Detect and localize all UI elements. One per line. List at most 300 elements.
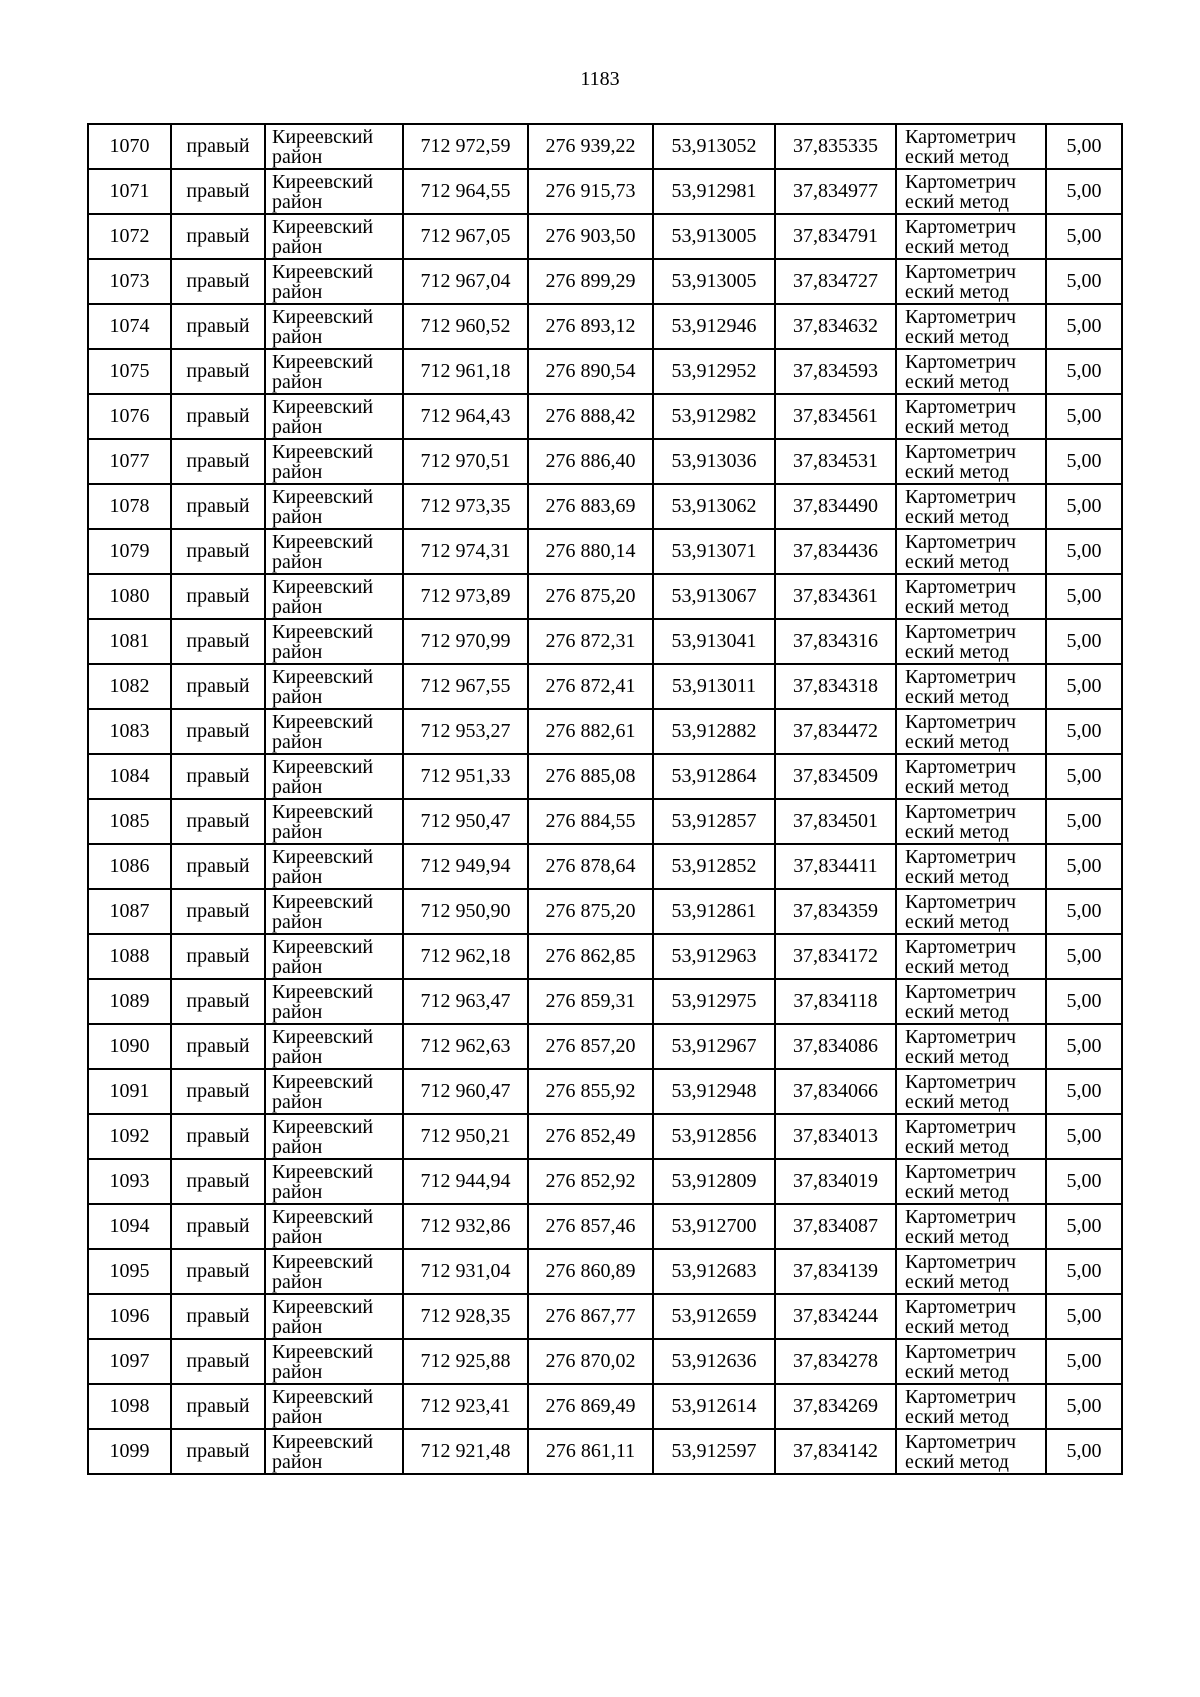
- longitude-cell: 37,834087: [775, 1204, 896, 1249]
- coord-x-cell: 712 967,55: [403, 664, 528, 709]
- latitude-cell: 53,912636: [653, 1339, 775, 1384]
- table-row: [88, 439, 1122, 484]
- bank-side-cell: правый: [171, 664, 265, 709]
- coord-x-cell: 712 973,89: [403, 574, 528, 619]
- method-cell: Картометрич еский метод: [896, 799, 1046, 844]
- district-cell: Киреевский район: [265, 349, 403, 394]
- coord-x-cell: 712 974,31: [403, 529, 528, 574]
- longitude-cell: 37,834139: [775, 1249, 896, 1294]
- point-number-cell: 1083: [88, 709, 171, 754]
- coord-y-cell: 276 859,31: [528, 979, 653, 1024]
- table-row: [88, 709, 1122, 754]
- coord-x-cell: 712 970,99: [403, 619, 528, 664]
- point-number-cell: 1086: [88, 844, 171, 889]
- bank-side-cell: правый: [171, 619, 265, 664]
- bank-side-cell: правый: [171, 304, 265, 349]
- table-row: [88, 484, 1122, 529]
- longitude-cell: 37,834269: [775, 1384, 896, 1429]
- table-row: [88, 979, 1122, 1024]
- accuracy-cell: 5,00: [1046, 754, 1122, 799]
- coord-x-cell: 712 932,86: [403, 1204, 528, 1249]
- coord-x-cell: 712 953,27: [403, 709, 528, 754]
- longitude-cell: 37,834791: [775, 214, 896, 259]
- latitude-cell: 53,912861: [653, 889, 775, 934]
- point-number-cell: 1082: [88, 664, 171, 709]
- table-row: [88, 619, 1122, 664]
- method-cell: Картометрич еский метод: [896, 259, 1046, 304]
- district-cell: Киреевский район: [265, 439, 403, 484]
- method-cell: Картометрич еский метод: [896, 124, 1046, 169]
- point-number-cell: 1095: [88, 1249, 171, 1294]
- longitude-cell: 37,834359: [775, 889, 896, 934]
- bank-side-cell: правый: [171, 124, 265, 169]
- method-cell: Картометрич еский метод: [896, 844, 1046, 889]
- coord-y-cell: 276 885,08: [528, 754, 653, 799]
- table-row: [88, 1114, 1122, 1159]
- bank-side-cell: правый: [171, 1069, 265, 1114]
- bank-side-cell: правый: [171, 259, 265, 304]
- method-cell: Картометрич еский метод: [896, 439, 1046, 484]
- district-cell: Киреевский район: [265, 214, 403, 259]
- latitude-cell: 53,912946: [653, 304, 775, 349]
- coord-x-cell: 712 951,33: [403, 754, 528, 799]
- accuracy-cell: 5,00: [1046, 169, 1122, 214]
- bank-side-cell: правый: [171, 1249, 265, 1294]
- latitude-cell: 53,912683: [653, 1249, 775, 1294]
- latitude-cell: 53,912856: [653, 1114, 775, 1159]
- table-row: [88, 394, 1122, 439]
- district-cell: Киреевский район: [265, 1024, 403, 1069]
- longitude-cell: 37,834561: [775, 394, 896, 439]
- coord-y-cell: 276 883,69: [528, 484, 653, 529]
- latitude-cell: 53,912882: [653, 709, 775, 754]
- method-cell: Картометрич еский метод: [896, 1384, 1046, 1429]
- accuracy-cell: 5,00: [1046, 439, 1122, 484]
- latitude-cell: 53,913052: [653, 124, 775, 169]
- bank-side-cell: правый: [171, 349, 265, 394]
- longitude-cell: 37,834501: [775, 799, 896, 844]
- coord-x-cell: 712 967,04: [403, 259, 528, 304]
- coord-y-cell: 276 852,49: [528, 1114, 653, 1159]
- accuracy-cell: 5,00: [1046, 214, 1122, 259]
- page-number: 1183: [580, 68, 620, 90]
- district-cell: Киреевский район: [265, 619, 403, 664]
- district-cell: Киреевский район: [265, 1429, 403, 1474]
- coord-x-cell: 712 928,35: [403, 1294, 528, 1339]
- bank-side-cell: правый: [171, 484, 265, 529]
- latitude-cell: 53,913062: [653, 484, 775, 529]
- coord-x-cell: 712 962,63: [403, 1024, 528, 1069]
- coord-y-cell: 276 939,22: [528, 124, 653, 169]
- table-row: [88, 529, 1122, 574]
- point-number-cell: 1073: [88, 259, 171, 304]
- table-row: [88, 934, 1122, 979]
- accuracy-cell: 5,00: [1046, 1204, 1122, 1249]
- method-cell: Картометрич еский метод: [896, 529, 1046, 574]
- point-number-cell: 1089: [88, 979, 171, 1024]
- coord-y-cell: 276 903,50: [528, 214, 653, 259]
- point-number-cell: 1094: [88, 1204, 171, 1249]
- district-cell: Киреевский район: [265, 574, 403, 619]
- latitude-cell: 53,912857: [653, 799, 775, 844]
- latitude-cell: 53,912809: [653, 1159, 775, 1204]
- longitude-cell: 37,834086: [775, 1024, 896, 1069]
- bank-side-cell: правый: [171, 169, 265, 214]
- table-row: [88, 1384, 1122, 1429]
- bank-side-cell: правый: [171, 1384, 265, 1429]
- coord-y-cell: 276 882,61: [528, 709, 653, 754]
- bank-side-cell: правый: [171, 529, 265, 574]
- coord-y-cell: 276 915,73: [528, 169, 653, 214]
- coord-y-cell: 276 861,11: [528, 1429, 653, 1474]
- table-row: [88, 889, 1122, 934]
- longitude-cell: 37,834118: [775, 979, 896, 1024]
- method-cell: Картометрич еский метод: [896, 484, 1046, 529]
- bank-side-cell: правый: [171, 394, 265, 439]
- coord-x-cell: 712 931,04: [403, 1249, 528, 1294]
- district-cell: Киреевский район: [265, 979, 403, 1024]
- coord-y-cell: 276 899,29: [528, 259, 653, 304]
- accuracy-cell: 5,00: [1046, 799, 1122, 844]
- point-number-cell: 1081: [88, 619, 171, 664]
- accuracy-cell: 5,00: [1046, 1159, 1122, 1204]
- longitude-cell: 37,834977: [775, 169, 896, 214]
- accuracy-cell: 5,00: [1046, 844, 1122, 889]
- latitude-cell: 53,913011: [653, 664, 775, 709]
- coord-y-cell: 276 893,12: [528, 304, 653, 349]
- table-row: [88, 349, 1122, 394]
- point-number-cell: 1092: [88, 1114, 171, 1159]
- district-cell: Киреевский район: [265, 304, 403, 349]
- point-number-cell: 1072: [88, 214, 171, 259]
- longitude-cell: 37,834318: [775, 664, 896, 709]
- method-cell: Картометрич еский метод: [896, 1294, 1046, 1339]
- method-cell: Картометрич еский метод: [896, 1114, 1046, 1159]
- bank-side-cell: правый: [171, 1339, 265, 1384]
- coord-y-cell: 276 880,14: [528, 529, 653, 574]
- bank-side-cell: правый: [171, 934, 265, 979]
- district-cell: Киреевский район: [265, 709, 403, 754]
- bank-side-cell: правый: [171, 1429, 265, 1474]
- district-cell: Киреевский район: [265, 844, 403, 889]
- district-cell: Киреевский район: [265, 1384, 403, 1429]
- accuracy-cell: 5,00: [1046, 664, 1122, 709]
- point-number-cell: 1071: [88, 169, 171, 214]
- coord-x-cell: 712 970,51: [403, 439, 528, 484]
- point-number-cell: 1077: [88, 439, 171, 484]
- point-number-cell: 1099: [88, 1429, 171, 1474]
- longitude-cell: 37,834632: [775, 304, 896, 349]
- longitude-cell: 37,834142: [775, 1429, 896, 1474]
- point-number-cell: 1075: [88, 349, 171, 394]
- point-number-cell: 1087: [88, 889, 171, 934]
- district-cell: Киреевский район: [265, 169, 403, 214]
- accuracy-cell: 5,00: [1046, 934, 1122, 979]
- longitude-cell: 37,834531: [775, 439, 896, 484]
- latitude-cell: 53,912948: [653, 1069, 775, 1114]
- coord-x-cell: 712 923,41: [403, 1384, 528, 1429]
- table-row: [88, 664, 1122, 709]
- method-cell: Картометрич еский метод: [896, 979, 1046, 1024]
- accuracy-cell: 5,00: [1046, 889, 1122, 934]
- table-body: [88, 124, 1122, 1474]
- method-cell: Картометрич еский метод: [896, 1069, 1046, 1114]
- bank-side-cell: правый: [171, 754, 265, 799]
- district-cell: Киреевский район: [265, 934, 403, 979]
- table-row: [88, 1204, 1122, 1249]
- coord-y-cell: 276 867,77: [528, 1294, 653, 1339]
- accuracy-cell: 5,00: [1046, 1069, 1122, 1114]
- latitude-cell: 53,912864: [653, 754, 775, 799]
- district-cell: Киреевский район: [265, 394, 403, 439]
- longitude-cell: 37,834727: [775, 259, 896, 304]
- coord-y-cell: 276 857,20: [528, 1024, 653, 1069]
- accuracy-cell: 5,00: [1046, 304, 1122, 349]
- district-cell: Киреевский район: [265, 889, 403, 934]
- coord-x-cell: 712 949,94: [403, 844, 528, 889]
- bank-side-cell: правый: [171, 799, 265, 844]
- method-cell: Картометрич еский метод: [896, 169, 1046, 214]
- latitude-cell: 53,912659: [653, 1294, 775, 1339]
- longitude-cell: 37,834436: [775, 529, 896, 574]
- bank-side-cell: правый: [171, 1294, 265, 1339]
- district-cell: Киреевский район: [265, 259, 403, 304]
- table-row: [88, 1429, 1122, 1474]
- method-cell: Картометрич еский метод: [896, 1339, 1046, 1384]
- accuracy-cell: 5,00: [1046, 124, 1122, 169]
- district-cell: Киреевский район: [265, 529, 403, 574]
- coord-x-cell: 712 960,47: [403, 1069, 528, 1114]
- coord-x-cell: 712 921,48: [403, 1429, 528, 1474]
- method-cell: Картометрич еский метод: [896, 754, 1046, 799]
- point-number-cell: 1074: [88, 304, 171, 349]
- latitude-cell: 53,913041: [653, 619, 775, 664]
- bank-side-cell: правый: [171, 439, 265, 484]
- longitude-cell: 37,834066: [775, 1069, 896, 1114]
- coord-y-cell: 276 884,55: [528, 799, 653, 844]
- coord-x-cell: 712 972,59: [403, 124, 528, 169]
- coord-x-cell: 712 950,90: [403, 889, 528, 934]
- coordinates-table: [87, 123, 1123, 1475]
- method-cell: Картометрич еский метод: [896, 1159, 1046, 1204]
- latitude-cell: 53,912852: [653, 844, 775, 889]
- longitude-cell: 37,834472: [775, 709, 896, 754]
- table-row: [88, 1339, 1122, 1384]
- coord-y-cell: 276 872,31: [528, 619, 653, 664]
- accuracy-cell: 5,00: [1046, 259, 1122, 304]
- table-row: [88, 214, 1122, 259]
- latitude-cell: 53,913067: [653, 574, 775, 619]
- latitude-cell: 53,912982: [653, 394, 775, 439]
- district-cell: Киреевский район: [265, 1069, 403, 1114]
- latitude-cell: 53,912952: [653, 349, 775, 394]
- accuracy-cell: 5,00: [1046, 349, 1122, 394]
- bank-side-cell: правый: [171, 214, 265, 259]
- point-number-cell: 1088: [88, 934, 171, 979]
- method-cell: Картометрич еский метод: [896, 1024, 1046, 1069]
- coord-y-cell: 276 870,02: [528, 1339, 653, 1384]
- longitude-cell: 37,834361: [775, 574, 896, 619]
- method-cell: Картометрич еский метод: [896, 394, 1046, 439]
- accuracy-cell: 5,00: [1046, 1339, 1122, 1384]
- table-row: [88, 799, 1122, 844]
- accuracy-cell: 5,00: [1046, 979, 1122, 1024]
- method-cell: Картометрич еский метод: [896, 934, 1046, 979]
- point-number-cell: 1084: [88, 754, 171, 799]
- coord-y-cell: 276 855,92: [528, 1069, 653, 1114]
- point-number-cell: 1085: [88, 799, 171, 844]
- latitude-cell: 53,912967: [653, 1024, 775, 1069]
- point-number-cell: 1097: [88, 1339, 171, 1384]
- coord-y-cell: 276 886,40: [528, 439, 653, 484]
- point-number-cell: 1076: [88, 394, 171, 439]
- district-cell: Киреевский район: [265, 1294, 403, 1339]
- longitude-cell: 37,834244: [775, 1294, 896, 1339]
- coord-y-cell: 276 875,20: [528, 889, 653, 934]
- accuracy-cell: 5,00: [1046, 1294, 1122, 1339]
- district-cell: Киреевский район: [265, 1204, 403, 1249]
- district-cell: Киреевский район: [265, 484, 403, 529]
- coord-x-cell: 712 961,18: [403, 349, 528, 394]
- table-row: [88, 169, 1122, 214]
- coord-x-cell: 712 950,21: [403, 1114, 528, 1159]
- table-row: [88, 1159, 1122, 1204]
- point-number-cell: 1096: [88, 1294, 171, 1339]
- point-number-cell: 1090: [88, 1024, 171, 1069]
- latitude-cell: 53,912975: [653, 979, 775, 1024]
- table-row: [88, 124, 1122, 169]
- bank-side-cell: правый: [171, 1024, 265, 1069]
- longitude-cell: 37,834013: [775, 1114, 896, 1159]
- accuracy-cell: 5,00: [1046, 1429, 1122, 1474]
- latitude-cell: 53,913005: [653, 259, 775, 304]
- method-cell: Картометрич еский метод: [896, 1204, 1046, 1249]
- coord-x-cell: 712 944,94: [403, 1159, 528, 1204]
- accuracy-cell: 5,00: [1046, 394, 1122, 439]
- point-number-cell: 1079: [88, 529, 171, 574]
- table-row: [88, 259, 1122, 304]
- coord-x-cell: 712 960,52: [403, 304, 528, 349]
- coord-y-cell: 276 878,64: [528, 844, 653, 889]
- longitude-cell: 37,834593: [775, 349, 896, 394]
- method-cell: Картометрич еский метод: [896, 664, 1046, 709]
- longitude-cell: 37,834411: [775, 844, 896, 889]
- latitude-cell: 53,913036: [653, 439, 775, 484]
- latitude-cell: 53,912963: [653, 934, 775, 979]
- latitude-cell: 53,912700: [653, 1204, 775, 1249]
- bank-side-cell: правый: [171, 979, 265, 1024]
- table-row: [88, 1024, 1122, 1069]
- accuracy-cell: 5,00: [1046, 574, 1122, 619]
- accuracy-cell: 5,00: [1046, 1114, 1122, 1159]
- point-number-cell: 1070: [88, 124, 171, 169]
- method-cell: Картометрич еский метод: [896, 1429, 1046, 1474]
- coord-x-cell: 712 973,35: [403, 484, 528, 529]
- bank-side-cell: правый: [171, 889, 265, 934]
- coord-x-cell: 712 962,18: [403, 934, 528, 979]
- district-cell: Киреевский район: [265, 124, 403, 169]
- latitude-cell: 53,913005: [653, 214, 775, 259]
- longitude-cell: 37,834316: [775, 619, 896, 664]
- district-cell: Киреевский район: [265, 754, 403, 799]
- latitude-cell: 53,912597: [653, 1429, 775, 1474]
- longitude-cell: 37,835335: [775, 124, 896, 169]
- bank-side-cell: правый: [171, 1114, 265, 1159]
- accuracy-cell: 5,00: [1046, 529, 1122, 574]
- method-cell: Картометрич еский метод: [896, 1249, 1046, 1294]
- district-cell: Киреевский район: [265, 664, 403, 709]
- table-row: [88, 754, 1122, 799]
- coord-y-cell: 276 869,49: [528, 1384, 653, 1429]
- table-row: [88, 304, 1122, 349]
- table-row: [88, 844, 1122, 889]
- method-cell: Картометрич еский метод: [896, 214, 1046, 259]
- method-cell: Картометрич еский метод: [896, 709, 1046, 754]
- latitude-cell: 53,912981: [653, 169, 775, 214]
- table-row: [88, 1069, 1122, 1114]
- point-number-cell: 1098: [88, 1384, 171, 1429]
- longitude-cell: 37,834172: [775, 934, 896, 979]
- district-cell: Киреевский район: [265, 1159, 403, 1204]
- coord-y-cell: 276 860,89: [528, 1249, 653, 1294]
- method-cell: Картометрич еский метод: [896, 619, 1046, 664]
- latitude-cell: 53,912614: [653, 1384, 775, 1429]
- table-row: [88, 1294, 1122, 1339]
- point-number-cell: 1080: [88, 574, 171, 619]
- accuracy-cell: 5,00: [1046, 619, 1122, 664]
- coord-x-cell: 712 964,43: [403, 394, 528, 439]
- bank-side-cell: правый: [171, 1204, 265, 1249]
- accuracy-cell: 5,00: [1046, 484, 1122, 529]
- accuracy-cell: 5,00: [1046, 709, 1122, 754]
- bank-side-cell: правый: [171, 1159, 265, 1204]
- method-cell: Картометрич еский метод: [896, 304, 1046, 349]
- coord-y-cell: 276 875,20: [528, 574, 653, 619]
- coord-y-cell: 276 862,85: [528, 934, 653, 979]
- longitude-cell: 37,834509: [775, 754, 896, 799]
- accuracy-cell: 5,00: [1046, 1249, 1122, 1294]
- coord-y-cell: 276 872,41: [528, 664, 653, 709]
- method-cell: Картометрич еский метод: [896, 349, 1046, 394]
- district-cell: Киреевский район: [265, 1114, 403, 1159]
- coord-y-cell: 276 888,42: [528, 394, 653, 439]
- bank-side-cell: правый: [171, 844, 265, 889]
- method-cell: Картометрич еский метод: [896, 889, 1046, 934]
- coord-x-cell: 712 967,05: [403, 214, 528, 259]
- district-cell: Киреевский район: [265, 1249, 403, 1294]
- table-row: [88, 574, 1122, 619]
- latitude-cell: 53,913071: [653, 529, 775, 574]
- district-cell: Киреевский район: [265, 799, 403, 844]
- bank-side-cell: правый: [171, 574, 265, 619]
- point-number-cell: 1091: [88, 1069, 171, 1114]
- coord-x-cell: 712 950,47: [403, 799, 528, 844]
- longitude-cell: 37,834278: [775, 1339, 896, 1384]
- coord-y-cell: 276 852,92: [528, 1159, 653, 1204]
- coord-x-cell: 712 964,55: [403, 169, 528, 214]
- method-cell: Картометрич еский метод: [896, 574, 1046, 619]
- accuracy-cell: 5,00: [1046, 1024, 1122, 1069]
- table-row: [88, 1249, 1122, 1294]
- accuracy-cell: 5,00: [1046, 1384, 1122, 1429]
- bank-side-cell: правый: [171, 709, 265, 754]
- point-number-cell: 1093: [88, 1159, 171, 1204]
- coord-y-cell: 276 857,46: [528, 1204, 653, 1249]
- coord-x-cell: 712 963,47: [403, 979, 528, 1024]
- coord-y-cell: 276 890,54: [528, 349, 653, 394]
- longitude-cell: 37,834019: [775, 1159, 896, 1204]
- district-cell: Киреевский район: [265, 1339, 403, 1384]
